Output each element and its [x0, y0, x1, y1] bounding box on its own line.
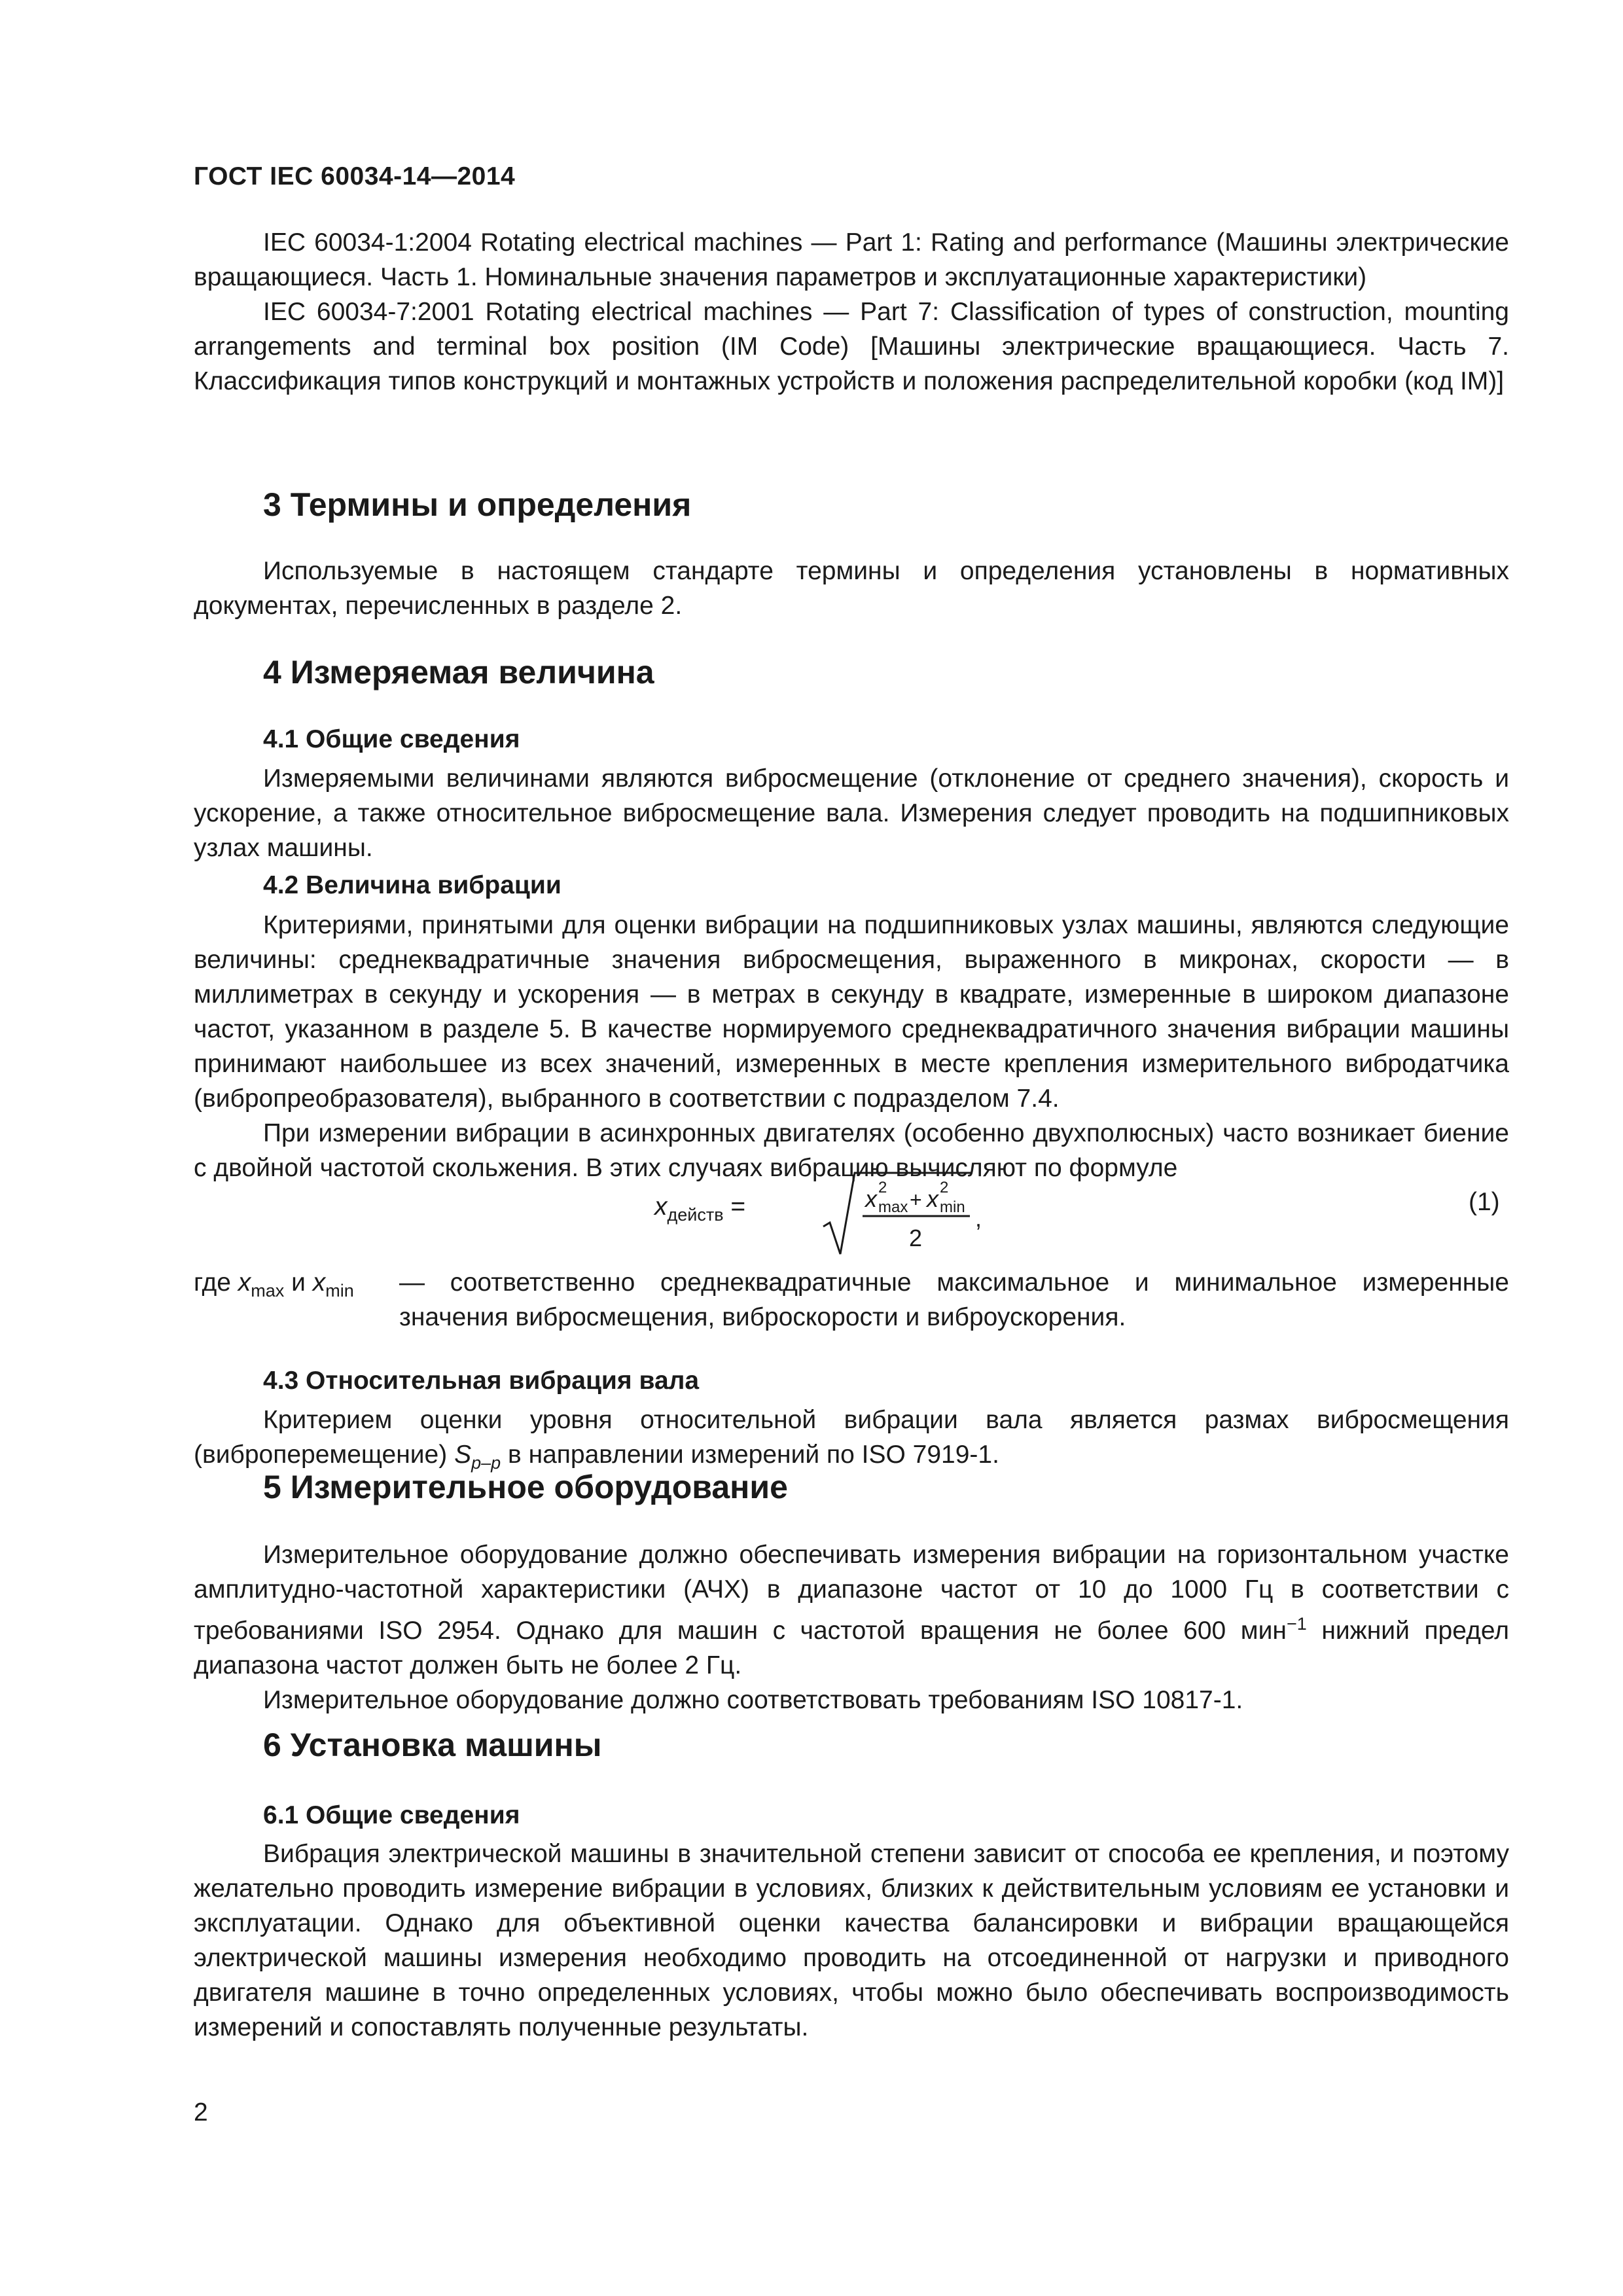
- normative-references: [194, 225, 1509, 399]
- section-3-text: Используемые в настоящем стандарте термины и определения установлены в нормативных документах, перечисленных в разделе 2.: [194, 557, 1509, 620]
- section-6-1-text: Вибрация электрической машины в значительной степени зависит от способа ее крепления, и поэтому желательно проводить измерение вибрации в условиях, близких к действительным условиям ее установки и эксплуатации. Однако для объективной оценки качества балансировки и вибрации вращающейся электрической машины измерения необходимо проводить на отсоединенной от нагрузки и приводного двигателя машине в точно определенных условиях, чтобы можно было обеспечивать воспроизводимость измерений и сопоставлять полученные результаты.: [194, 1840, 1509, 2041]
- section-4-2-text-1: Критериями, принятыми для оценки вибрации на подшипниковых узлах машины, являются следующие величины: среднеквадратичные значения вибросмещения, выраженного в микронах, скорости — в миллиметрах в секунду и ускорения — в метрах в секунду в квадрате, измеренные в широком диапазоне частот, указанном в разделе 5. В качестве нормируемого среднеквадратичного значения вибрации машины принимают наибольшее из всех значений, измеренных в месте крепления измерительного вибродатчика (вибропреобразователя), выбранного в соответствии с подразделом 7.4.: [194, 911, 1509, 1113]
- reference-iec-60034-7: IEC 60034-7:2001 Rotating electrical machines — Part 7: Classification of types of construction, mounting arrangements and terminal box position (IM Code) [Машины электрические вращающиеся. Часть 7. Классификация типов конструкций и монтажных устройств и положения распределительной коробки (код IM)]: [194, 298, 1509, 395]
- formula-legend-symbols: где $x_{max}$ и $x_{min}$: [194, 1268, 354, 1300]
- reference-iec-60034-1: IEC 60034-1:2004 Rotating electrical machines — Part 1: Rating and performance (Машины электрические вращающиеся. Часть 1. Номинальные значения параметров и эксплуатационные характеристики): [194, 228, 1509, 291]
- section-4-1-text: Измеряемыми величинами являются вибросмещение (отклонение от среднего значения), скорость и ускорение, а также относительное вибросмещение вала. Измерения следует проводить на подшипниковых узлах машины.: [194, 764, 1509, 862]
- section-4-2-text-2: При измерении вибрации в асинхронных двигателях (особенно двухполюсных) часто возникает биение с двойной частотой скольжения. В этих случаях вибрацию вычисляют по формуле: [194, 1119, 1509, 1182]
- section-4-title: 4 Измеряемая величина: [263, 654, 654, 691]
- formula-denominator: 2: [909, 1225, 923, 1251]
- section-6-title: 6 Установка машины: [263, 1727, 602, 1763]
- formula-x-max: x: [865, 1185, 877, 1212]
- formula-lhs: $x_{действ}$ =: [654, 1193, 746, 1225]
- formula-x-min: x: [927, 1185, 938, 1212]
- formula-plus: +: [910, 1188, 922, 1211]
- formula-sup-b: 2: [940, 1179, 949, 1196]
- section-3-body: [194, 554, 1509, 623]
- formula-sub-max: max: [878, 1198, 908, 1216]
- section-4-1-title: 4.1 Общие сведения: [263, 725, 520, 753]
- section-5-text-2: Измерительное оборудование должно соответствовать требованиям ISO 10817-1.: [263, 1686, 1243, 1714]
- formula-sub-min: min: [940, 1198, 965, 1216]
- section-5-body: [194, 1537, 1509, 1717]
- page-number: 2: [194, 2098, 208, 2126]
- section-3-title: 3 Термины и определения: [263, 486, 692, 523]
- section-4-3-title: 4.3 Относительная вибрация вала: [263, 1367, 700, 1395]
- section-4-3-text: Критерием оценки уровня относительной вибрации вала является размах вибросмещения (виброперемещение) $S_{p-p}$ в направлении измерений по ISO 7919-1.: [194, 1406, 1509, 1473]
- section-5-text-1: Измерительное оборудование должно обеспечивать измерения вибрации на горизонтальном участке амплитудно-частотной характеристики (АЧХ) в диапазоне частот от 10 до 1000 Гц в соответствии с требованиями ISO 2954. Однако для машин с частотой вращения не более 600 мин$^{-1}$ нижний предел диапазона частот должен быть не более 2 Гц.: [194, 1541, 1509, 1679]
- section-4-2-body: [194, 908, 1509, 1185]
- document-header: ГОСТ IEC 60034-14—2014: [194, 162, 516, 190]
- section-5-title: 5 Измерительное оборудование: [263, 1469, 788, 1505]
- section-6-1-title: 6.1 Общие сведения: [263, 1801, 520, 1829]
- formula-legend: [194, 1265, 1509, 1335]
- section-4-1-body: [194, 761, 1509, 865]
- formula-number: (1): [1469, 1188, 1500, 1216]
- formula-sup-a: 2: [878, 1179, 887, 1196]
- formula-comma: ,: [975, 1205, 982, 1232]
- formula-legend-definition: — соответственно среднеквадратичные максимальное и минимальное измеренные значения вибросмещения, виброскорости и виброускорения.: [399, 1268, 1509, 1331]
- formula-root: [821, 1168, 984, 1259]
- section-6-1-body: [194, 1837, 1509, 2045]
- section-4-2-title: 4.2 Величина вибрации: [263, 871, 562, 899]
